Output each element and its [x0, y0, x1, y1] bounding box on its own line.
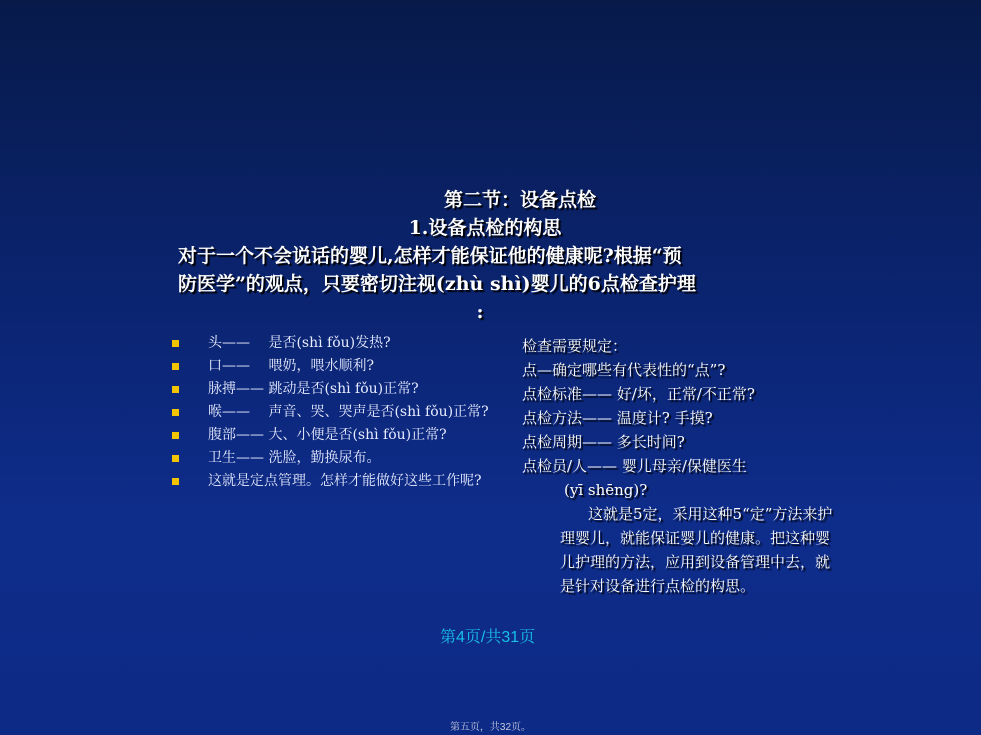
square-bullet-icon [172, 432, 179, 439]
list-item: 喉—— 声音、哭、哭声是否(shì fǒu)正常? [170, 401, 490, 424]
square-bullet-icon [172, 478, 179, 485]
square-bullet-icon [172, 363, 179, 370]
list-item: 卫生—— 洗脸，勤换尿布。 [170, 447, 490, 470]
intro-line-1: 对于一个不会说话的婴儿,怎样才能保证他的健康呢?根据“预 [178, 245, 682, 267]
square-bullet-icon [172, 455, 179, 462]
requirement-line: 点检方法—— 温度计? 手摸? [522, 409, 713, 427]
requirement-line: 点检员/人—— 婴儿母亲/保健医生 [522, 457, 747, 475]
list-item: 脉搏—— 跳动是否(shì fǒu)正常? [170, 378, 490, 401]
requirement-line: 点—确定哪些有代表性的“点”? [522, 361, 726, 379]
requirement-line: 点检标准—— 好/坏，正常/不正常? [522, 385, 755, 403]
intro-line-3: : [476, 301, 484, 323]
square-bullet-icon [172, 386, 179, 393]
list-item: 口—— 喂奶，喂水顺利? [170, 355, 490, 378]
list-item: 这就是定点管理。怎样才能做好这些工作呢? [170, 470, 490, 493]
requirement-line: (yī shēng)? [564, 481, 648, 499]
summary-paragraph: 这就是5定，采用这种5“定”方法来护理婴儿，就能保证婴儿的健康。把这种婴儿护理的方法，应用到设备管理中去，就是针对设备进行点检的构思。 [560, 505, 833, 595]
checkpoint-list [170, 332, 490, 493]
subsection-heading: 1.设备点检的构思 [408, 217, 562, 239]
requirements-heading: 检查需要规定： [522, 337, 628, 355]
section-heading: 第二节：设备点检 [443, 189, 596, 211]
footer-text: 第五页，共32页。 [449, 722, 532, 733]
page-number: 第4页/共31页 [440, 629, 536, 646]
list-item: 腹部—— 大、小便是否(shì fǒu)正常? [170, 424, 490, 447]
square-bullet-icon [172, 340, 179, 347]
requirement-line: 点检周期—— 多长时间? [522, 433, 685, 451]
square-bullet-icon [172, 409, 179, 416]
inspection-requirements [522, 334, 842, 598]
list-item: 头—— 是否(shì fǒu)发热? [170, 332, 490, 355]
intro-line-2: 防医学”的观点，只要密切注视(zhù shì)婴儿的6点检查护理 [178, 273, 696, 295]
slide-title [170, 186, 790, 326]
